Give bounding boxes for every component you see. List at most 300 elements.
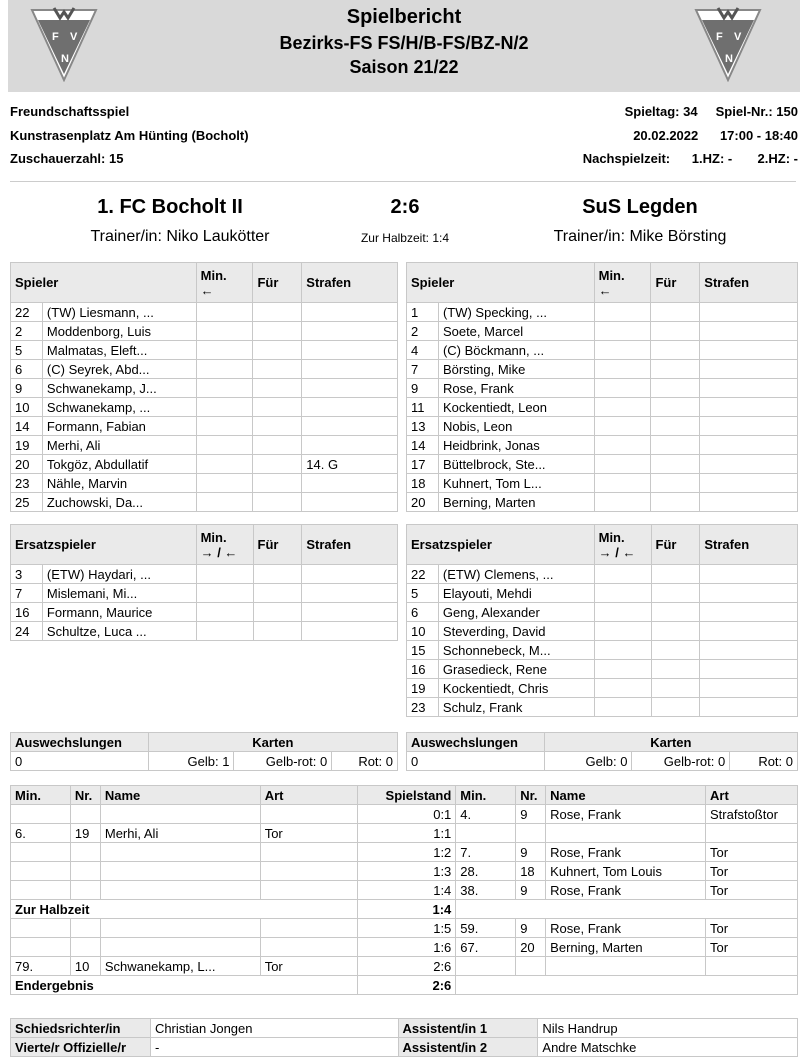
player-minute <box>196 379 253 398</box>
player-for <box>651 474 700 493</box>
player-penalty <box>700 417 798 436</box>
player-number: 16 <box>11 603 43 622</box>
event-row <box>11 881 798 900</box>
player-name: Börsting, Mike <box>438 360 594 379</box>
away-lineup-table <box>406 262 798 512</box>
fvn-logo-right <box>692 4 764 82</box>
player-row <box>11 565 398 584</box>
subs-header: Auswechslungen <box>407 733 545 752</box>
divider <box>10 181 796 182</box>
player-name: Merhi, Ali <box>42 436 196 455</box>
player-for <box>651 398 700 417</box>
event-score: 1:4 <box>358 881 456 900</box>
event-score: 0:1 <box>358 805 456 824</box>
player-name: Kuhnert, Tom L... <box>438 474 594 493</box>
player-name: Grasedieck, Rene <box>438 660 594 679</box>
player-name: Büttelbrock, Ste... <box>438 455 594 474</box>
player-name: Schwanekamp, ... <box>42 398 196 417</box>
event-row <box>11 824 798 843</box>
fourth-official-label: Vierte/r Offizielle/r <box>11 1038 151 1057</box>
event-row <box>11 919 798 938</box>
player-penalty <box>302 360 398 379</box>
assistant2-label: Assistent/in 2 <box>398 1038 538 1057</box>
home-event-art: Tor <box>260 824 358 843</box>
player-minute <box>594 417 651 436</box>
player-penalty <box>700 565 798 584</box>
player-minute <box>196 341 253 360</box>
away-event-name: Rose, Frank <box>546 805 706 824</box>
event-score: 2:6 <box>358 976 456 995</box>
home-event-nr <box>70 843 100 862</box>
referee-label: Schiedsrichter/in <box>11 1019 151 1038</box>
event-row <box>11 843 798 862</box>
halftime-score: Zur Halbzeit: 1:4 <box>360 231 450 245</box>
player-minute <box>594 622 651 641</box>
column-header-type: Art <box>706 786 798 805</box>
home-event-min: 79. <box>11 957 71 976</box>
match-type: Freundschaftsspiel <box>10 104 130 119</box>
event-score: 1:1 <box>358 824 456 843</box>
away-event-nr <box>516 824 546 843</box>
player-number: 18 <box>407 474 439 493</box>
player-for <box>253 417 302 436</box>
player-minute <box>594 436 651 455</box>
home-event-name <box>100 919 260 938</box>
player-row <box>407 493 798 512</box>
player-row <box>407 455 798 474</box>
player-name: Heidbrink, Jonas <box>438 436 594 455</box>
player-penalty: 14. G <box>302 455 398 474</box>
player-row <box>11 493 398 512</box>
player-penalty <box>302 603 398 622</box>
away-event-art: Strafstoßtor <box>706 805 798 824</box>
player-minute <box>594 360 651 379</box>
event-blank <box>456 900 798 919</box>
away-event-nr: 9 <box>516 843 546 862</box>
player-minute <box>594 698 651 717</box>
player-minute <box>594 660 651 679</box>
player-row <box>407 603 798 622</box>
away-event-nr: 9 <box>516 805 546 824</box>
player-for <box>253 565 302 584</box>
home-event-nr <box>70 805 100 824</box>
away-event-min: 38. <box>456 881 516 900</box>
player-for <box>651 303 700 322</box>
home-cards-table <box>10 732 398 771</box>
player-row <box>407 436 798 455</box>
player-name: Moddenborg, Luis <box>42 322 196 341</box>
player-minute <box>594 641 651 660</box>
player-for <box>253 622 302 641</box>
player-name: Malmatas, Eleft... <box>42 341 196 360</box>
home-event-min <box>11 938 71 957</box>
player-minute <box>594 379 651 398</box>
column-header-substitute: Ersatzspieler <box>407 525 595 565</box>
svg-text:V: V <box>734 31 742 43</box>
player-minute <box>594 322 651 341</box>
player-row <box>407 584 798 603</box>
column-header-number: Nr. <box>516 786 546 805</box>
column-header-substitute: Ersatzspieler <box>11 525 197 565</box>
player-number: 11 <box>407 398 439 417</box>
player-row <box>407 660 798 679</box>
player-for <box>253 303 302 322</box>
yellow-red-count: Gelb-rot: 0 <box>234 752 332 771</box>
away-event-name <box>546 824 706 843</box>
player-row <box>407 398 798 417</box>
player-penalty <box>700 641 798 660</box>
player-name: Steverding, David <box>438 622 594 641</box>
player-penalty <box>302 379 398 398</box>
away-event-nr: 9 <box>516 919 546 938</box>
player-minute <box>594 565 651 584</box>
away-event-name: Rose, Frank <box>546 843 706 862</box>
event-score: 1:6 <box>358 938 456 957</box>
player-number: 10 <box>407 622 439 641</box>
player-number: 2 <box>407 322 439 341</box>
away-event-name: Berning, Marten <box>546 938 706 957</box>
column-header-name: Name <box>100 786 260 805</box>
player-penalty <box>302 474 398 493</box>
home-event-name: Schwanekamp, L... <box>100 957 260 976</box>
assistant1-label: Assistent/in 1 <box>398 1019 538 1038</box>
home-team-name: 1. FC Bocholt II <box>97 196 243 218</box>
home-event-nr <box>70 881 100 900</box>
player-minute <box>196 584 253 603</box>
player-number: 15 <box>407 641 439 660</box>
player-row <box>11 436 398 455</box>
player-row <box>11 322 398 341</box>
player-row <box>407 303 798 322</box>
player-penalty <box>302 322 398 341</box>
player-minute <box>594 303 651 322</box>
player-row <box>407 641 798 660</box>
player-for <box>253 436 302 455</box>
venue: Kunstrasenplatz Am Hünting (Bocholt) <box>10 128 249 143</box>
column-header-minute: Min. ← <box>196 263 253 303</box>
player-number: 23 <box>11 474 43 493</box>
player-row <box>407 341 798 360</box>
away-event-art: Tor <box>706 843 798 862</box>
player-row <box>407 698 798 717</box>
away-event-art <box>706 957 798 976</box>
matchday: Spieltag: 34 <box>624 104 698 119</box>
home-event-name <box>100 862 260 881</box>
event-row <box>11 805 798 824</box>
player-penalty <box>700 603 798 622</box>
away-event-min: 7. <box>456 843 516 862</box>
player-row <box>407 417 798 436</box>
away-event-nr: 9 <box>516 881 546 900</box>
player-name: Mislemani, Mi... <box>42 584 196 603</box>
final-label: Endergebnis <box>11 976 358 995</box>
meta-row-1 <box>10 104 798 119</box>
player-name: (C) Seyrek, Abd... <box>42 360 196 379</box>
event-score: 1:4 <box>358 900 456 919</box>
officials-table <box>10 1018 798 1057</box>
player-minute <box>594 455 651 474</box>
home-event-min: 6. <box>11 824 71 843</box>
player-row <box>407 565 798 584</box>
player-penalty <box>700 455 798 474</box>
player-number: 19 <box>11 436 43 455</box>
home-event-nr: 19 <box>70 824 100 843</box>
player-number: 24 <box>11 622 43 641</box>
player-minute <box>196 474 253 493</box>
extra-time-first-half: 1.HZ: - <box>691 151 733 166</box>
player-name: Rose, Frank <box>438 379 594 398</box>
home-event-art: Tor <box>260 957 358 976</box>
event-score: 1:5 <box>358 919 456 938</box>
player-row <box>11 341 398 360</box>
player-penalty <box>302 341 398 360</box>
yellow-red-count: Gelb-rot: 0 <box>632 752 730 771</box>
final-score: 2:6 <box>390 196 420 218</box>
subs-count: 0 <box>407 752 545 771</box>
player-name: (C) Böckmann, ... <box>438 341 594 360</box>
player-penalty <box>700 698 798 717</box>
player-minute <box>196 603 253 622</box>
player-row <box>407 679 798 698</box>
player-number: 2 <box>11 322 43 341</box>
player-name: Zuchowski, Da... <box>42 493 196 512</box>
player-penalty <box>302 584 398 603</box>
event-score: 1:3 <box>358 862 456 881</box>
player-penalty <box>302 303 398 322</box>
player-name: Nähle, Marvin <box>42 474 196 493</box>
player-minute <box>196 360 253 379</box>
halftime-label: Zur Halbzeit <box>11 900 358 919</box>
column-header-penalties: Strafen <box>302 263 398 303</box>
player-row <box>407 360 798 379</box>
red-count: Rot: 0 <box>332 752 398 771</box>
player-penalty <box>302 417 398 436</box>
player-row <box>407 322 798 341</box>
player-name: Schwanekamp, J... <box>42 379 196 398</box>
player-for <box>651 584 700 603</box>
player-row <box>11 455 398 474</box>
event-row <box>11 862 798 881</box>
column-header-minute: Min. → / ← <box>594 525 651 565</box>
away-event-name: Rose, Frank <box>546 919 706 938</box>
away-cards-table <box>406 732 798 771</box>
player-name: Elayouti, Mehdi <box>438 584 594 603</box>
player-penalty <box>700 398 798 417</box>
away-event-name <box>546 957 706 976</box>
player-number: 16 <box>407 660 439 679</box>
player-row <box>407 474 798 493</box>
home-event-art <box>260 862 358 881</box>
season: Saison 21/22 <box>349 57 459 77</box>
match-events-table <box>10 785 798 995</box>
player-number: 14 <box>11 417 43 436</box>
event-score: 1:2 <box>358 843 456 862</box>
home-event-min <box>11 881 71 900</box>
column-header-penalties: Strafen <box>302 525 398 565</box>
player-name: Geng, Alexander <box>438 603 594 622</box>
player-penalty <box>700 303 798 322</box>
away-event-name: Kuhnert, Tom Louis <box>546 862 706 881</box>
player-minute <box>196 303 253 322</box>
player-name: Schultze, Luca ... <box>42 622 196 641</box>
home-event-name <box>100 938 260 957</box>
event-row <box>11 976 798 995</box>
player-for <box>253 603 302 622</box>
away-trainer: Trainer/in: Mike Börsting <box>553 228 727 245</box>
home-event-nr <box>70 919 100 938</box>
svg-text:F: F <box>716 31 723 43</box>
player-minute <box>196 398 253 417</box>
player-number: 25 <box>11 493 43 512</box>
player-penalty <box>700 322 798 341</box>
cards-header: Karten <box>544 733 797 752</box>
home-event-art <box>260 919 358 938</box>
column-header-penalties: Strafen <box>700 263 798 303</box>
home-event-name: Merhi, Ali <box>100 824 260 843</box>
home-subs-table <box>10 524 398 641</box>
player-minute <box>594 603 651 622</box>
svg-text:V: V <box>70 31 78 43</box>
player-minute <box>196 565 253 584</box>
player-name: (TW) Liesmann, ... <box>42 303 196 322</box>
home-event-art <box>260 843 358 862</box>
player-row <box>407 622 798 641</box>
player-for <box>651 641 700 660</box>
player-row <box>11 622 398 641</box>
player-number: 5 <box>407 584 439 603</box>
player-for <box>253 341 302 360</box>
player-name: Formann, Fabian <box>42 417 196 436</box>
player-minute <box>196 322 253 341</box>
player-minute <box>594 398 651 417</box>
assistant1-name: Nils Handrup <box>538 1019 798 1038</box>
player-name: Tokgöz, Abdullatif <box>42 455 196 474</box>
player-name: Schulz, Frank <box>438 698 594 717</box>
player-for <box>651 698 700 717</box>
player-for <box>253 474 302 493</box>
player-row <box>11 603 398 622</box>
player-for <box>651 565 700 584</box>
player-row <box>11 398 398 417</box>
fvn-logo-left <box>28 4 100 82</box>
player-penalty <box>700 379 798 398</box>
event-row <box>11 957 798 976</box>
player-penalty <box>302 436 398 455</box>
player-number: 10 <box>11 398 43 417</box>
column-header-for: Für <box>253 263 302 303</box>
player-penalty <box>302 493 398 512</box>
player-number: 22 <box>407 565 439 584</box>
player-name: Schonnebeck, M... <box>438 641 594 660</box>
subs-header: Auswechslungen <box>11 733 149 752</box>
player-penalty <box>700 660 798 679</box>
player-number: 20 <box>407 493 439 512</box>
player-minute <box>594 341 651 360</box>
home-event-min <box>11 919 71 938</box>
player-penalty <box>302 622 398 641</box>
home-event-art <box>260 938 358 957</box>
home-event-min <box>11 843 71 862</box>
assistant2-name: Andre Matschke <box>538 1038 798 1057</box>
player-minute <box>594 584 651 603</box>
away-event-min <box>456 824 516 843</box>
column-header-minute: Min. ← <box>594 263 651 303</box>
home-event-min <box>11 805 71 824</box>
player-row <box>11 584 398 603</box>
player-row <box>11 360 398 379</box>
away-event-nr <box>516 957 546 976</box>
player-number: 23 <box>407 698 439 717</box>
player-penalty <box>302 398 398 417</box>
away-event-art: Tor <box>706 862 798 881</box>
player-for <box>651 455 700 474</box>
player-minute <box>594 474 651 493</box>
player-penalty <box>700 474 798 493</box>
player-penalty <box>700 341 798 360</box>
player-name: (ETW) Clemens, ... <box>438 565 594 584</box>
match-number: Spiel-Nr.: 150 <box>715 104 798 119</box>
home-event-name <box>100 805 260 824</box>
home-event-nr: 10 <box>70 957 100 976</box>
player-number: 14 <box>407 436 439 455</box>
subs-count: 0 <box>11 752 149 771</box>
player-number: 9 <box>11 379 43 398</box>
player-for <box>651 622 700 641</box>
player-for <box>253 322 302 341</box>
player-for <box>651 341 700 360</box>
player-for <box>253 360 302 379</box>
away-event-min: 4. <box>456 805 516 824</box>
column-header-player: Spieler <box>407 263 595 303</box>
player-for <box>253 379 302 398</box>
player-number: 7 <box>11 584 43 603</box>
column-header-penalties: Strafen <box>700 525 798 565</box>
player-for <box>651 493 700 512</box>
player-row <box>11 474 398 493</box>
home-event-art <box>260 881 358 900</box>
report-title: Spielbericht <box>346 6 462 28</box>
extra-time-label: Nachspielzeit: <box>582 151 671 166</box>
player-minute <box>594 679 651 698</box>
home-event-name <box>100 843 260 862</box>
player-name: (TW) Specking, ... <box>438 303 594 322</box>
player-for <box>253 493 302 512</box>
home-event-name <box>100 881 260 900</box>
column-header-player: Spieler <box>11 263 197 303</box>
player-minute <box>196 493 253 512</box>
away-event-art: Tor <box>706 938 798 957</box>
away-event-nr: 18 <box>516 862 546 881</box>
match-time: 17:00 - 18:40 <box>719 128 798 143</box>
home-lineup-table <box>10 262 398 512</box>
player-number: 5 <box>11 341 43 360</box>
home-event-min <box>11 862 71 881</box>
yellow-count: Gelb: 1 <box>148 752 234 771</box>
away-event-min: 67. <box>456 938 516 957</box>
player-row <box>407 379 798 398</box>
player-for <box>651 436 700 455</box>
player-number: 20 <box>11 455 43 474</box>
player-for <box>651 603 700 622</box>
player-penalty <box>700 679 798 698</box>
player-minute <box>196 417 253 436</box>
player-for <box>651 322 700 341</box>
player-penalty <box>302 565 398 584</box>
player-for <box>253 584 302 603</box>
away-event-min <box>456 957 516 976</box>
player-penalty <box>700 493 798 512</box>
away-event-nr: 20 <box>516 938 546 957</box>
